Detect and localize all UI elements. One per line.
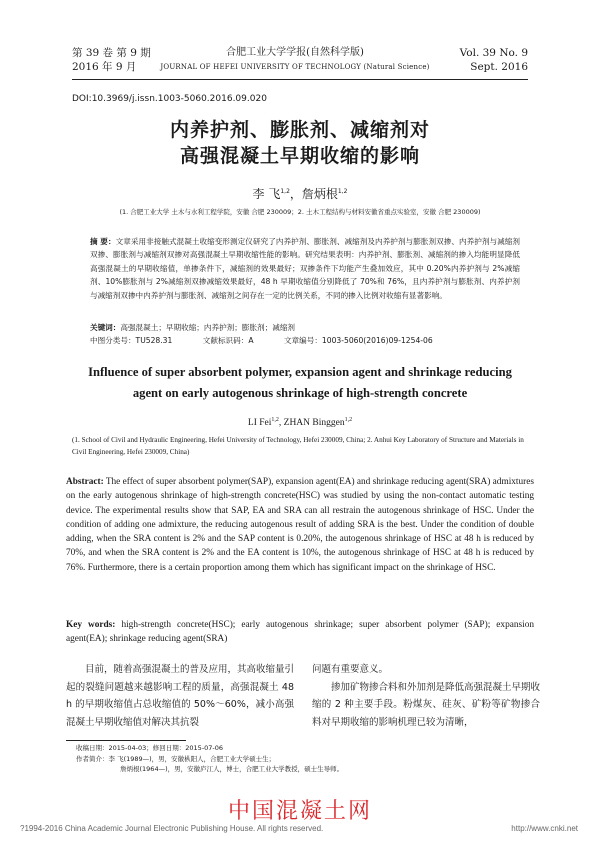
journal-name-cn: 合肥工业大学学报(自然科学版) — [226, 47, 364, 58]
abstract-cn-label: 摘 要： — [90, 237, 116, 246]
footnote-rule — [66, 740, 186, 741]
title-en-line1: Influence of super absorbent polymer, expansion agent and shrinkage reducing — [88, 365, 512, 379]
authors-en — [80, 417, 520, 428]
watermark-logo: 中国混凝土网 — [227, 799, 372, 824]
body-left-paragraph: 目前，随着高强混凝土的普及应用，其高收缩量引起的裂缝问题越来越影响工程的质量，高强混凝土 48 h 的早期收缩值占总收缩值的 50%～60%，减小高强混凝土早期收缩值对解决其抗裂 — [66, 664, 295, 728]
author1-en: LI Fei — [247, 418, 272, 429]
header-journal — [160, 46, 430, 74]
keywords-en — [66, 618, 534, 647]
document-code: 文献标识码：A — [202, 336, 254, 345]
footnote — [76, 743, 536, 775]
body-right-paragraph-2: 掺加矿物掺合料和外加剂是降低高强混凝土早期收缩的 2 种主要手段。粉煤灰、硅灰、矿粉等矿物掺合料对早期收缩的影响机理已较为清晰， — [312, 681, 541, 728]
doi: DOI:10.3969/j.issn.1003-5060.2016.09.020 — [72, 94, 267, 104]
author2-en-sup: 1,2 — [344, 417, 353, 423]
header-volume-en — [460, 46, 528, 74]
body-column-left — [66, 661, 294, 731]
body-right-paragraph-1: 问题有重要意义。 — [312, 664, 389, 675]
author-sep-en: , — [278, 418, 284, 429]
abstract-en-label: Abstract: — [66, 477, 104, 487]
abstract-en-text: The effect of super absorbent polymer(SAP), expansion agent(EA) and shrinkage reducing agent(SRA) admixtures on the early autogenous shrinkage of high-strength concrete(HSC) was studied by using the non-contact automatic testing device. The experimental results show that SAP, EA and SRA can all restrain the autogenous shrinkage of HSC. Under the condition of adding one admixture, the reducing autogenous result of adding SRA is the best. Under the condition of double adding, when the SRA content is 2% and the SAP content is 0.20%, the autogenous shrinkage of HSC at 48 h is reduced by 70%, and when the SRA content is 2% and the EA content is 10%, the autogenous shrinkage of HSC at 48 h is reduced by 76%. Furthermore, there is a certain proportion among them which has significant impact on the shrinkage of HSC. — [66, 477, 534, 573]
author2-cn-sup: 1,2 — [337, 188, 348, 195]
author1-cn-sup: 1,2 — [280, 188, 290, 195]
keywords-en-label: Key words: — [66, 620, 116, 630]
title-cn-line1: 内养护剂、膨胀剂、减缩剂对 — [169, 119, 430, 141]
header-volume-cn — [72, 46, 151, 74]
author2-cn: 詹炳根 — [301, 187, 338, 201]
vol-issue-en: Vol. 39 No. 9 — [459, 47, 528, 59]
classification-cn — [90, 335, 520, 346]
title-en-line2: agent on early autogenous shrinkage of high-strength concrete — [132, 386, 468, 400]
date-cn: 2016 年 9 月 — [72, 61, 137, 73]
author-sep-cn: ， — [289, 187, 302, 201]
journal-name-en: JOURNAL OF HEFEI UNIVERSITY OF TECHNOLOGY (Natural Science) — [160, 63, 430, 71]
author2-en: ZHAN Binggen — [283, 418, 345, 429]
body-column-right — [312, 661, 540, 731]
vol-issue-cn: 第 39 卷 第 9 期 — [72, 47, 151, 59]
website-link[interactable]: http://www.cnki.net — [511, 824, 578, 833]
title-cn — [80, 117, 520, 169]
footnote-received: 收稿日期：2015-04-03；修回日期：2015-07-06 — [76, 744, 224, 752]
abstract-cn-text: 文章采用非接触式混凝土收缩变形测定仪研究了内养护剂、膨胀剂、减缩剂及内养护剂与膨胀剂双掺、内养护剂与减缩剂双掺、膨胀剂与减缩剂双掺对高强混凝土早期收缩性能的影响。研究结果表明：内养护剂、膨胀剂、减缩剂的掺入均能明显降低高强混凝土的早期收缩值，单掺条件下，减缩剂的效果最好；双掺条件下均能产生叠加效应，其中 0.20%内养护剂与 2%减缩剂、10%膨胀剂与 2%减缩剂双掺减缩效果最好，48 h 早期收缩值分别降低了 70%和 76%，且内养护剂与膨胀剂、内养护剂与减缩剂双掺中内养护剂与膨胀剂、减缩剂之间存在一定的比例关系，不同的掺入比例对收缩有显著影响。 — [90, 237, 520, 300]
affiliation-cn: (1. 合肥工业大学 土木与水利工程学院，安徽 合肥 230009；2. 土木工程结构与材料安徽省重点实验室，安徽 合肥 230009) — [119, 208, 481, 216]
footnote-author1: 作者简介：李 飞(1989—)，男，安徽枞阳人，合肥工业大学硕士生； — [76, 754, 276, 763]
copyright-notice: ?1994-2016 China Academic Journal Electronic Publishing House. All rights reserved. — [20, 824, 324, 833]
abstract-en — [66, 475, 534, 575]
keywords-cn-text: 高强混凝土；早期收缩；内养护剂；膨胀剂；减缩剂 — [120, 323, 296, 332]
author1-cn: 李 飞 — [252, 187, 281, 201]
title-cn-line2: 高强混凝土早期收缩的影响 — [179, 145, 420, 167]
keywords-cn — [90, 322, 520, 333]
title-en — [70, 362, 530, 404]
keywords-en-text: high-strength concrete(HSC); early autogenous shrinkage; super absorbent polymer (SAP); expansion agent(EA); shrinkage reducing agent(SRA) — [66, 620, 534, 645]
date-en: Sept. 2016 — [470, 61, 528, 73]
clc-number: 中图分类号：TU528.31 — [90, 336, 173, 345]
keywords-cn-label: 关键词： — [90, 323, 121, 332]
header-rule — [72, 79, 528, 80]
affiliation-en: (1. School of Civil and Hydraulic Engineering, Hefei University of Technology, Hefei 230009, China; 2. Anhui Key Laboratory of Structure and Materials in Civil Engineering, Hefei 230009, China) — [72, 436, 524, 456]
abstract-cn — [90, 235, 520, 302]
article-number: 文章编号：1003-5060(2016)09-1254-06 — [283, 336, 433, 345]
authors-cn — [80, 185, 520, 202]
author1-en-sup: 1,2 — [271, 417, 279, 423]
footnote-author2: 詹炳根(1964—)，男，安徽庐江人，博士，合肥工业大学教授，硕士生导师。 — [120, 765, 344, 773]
